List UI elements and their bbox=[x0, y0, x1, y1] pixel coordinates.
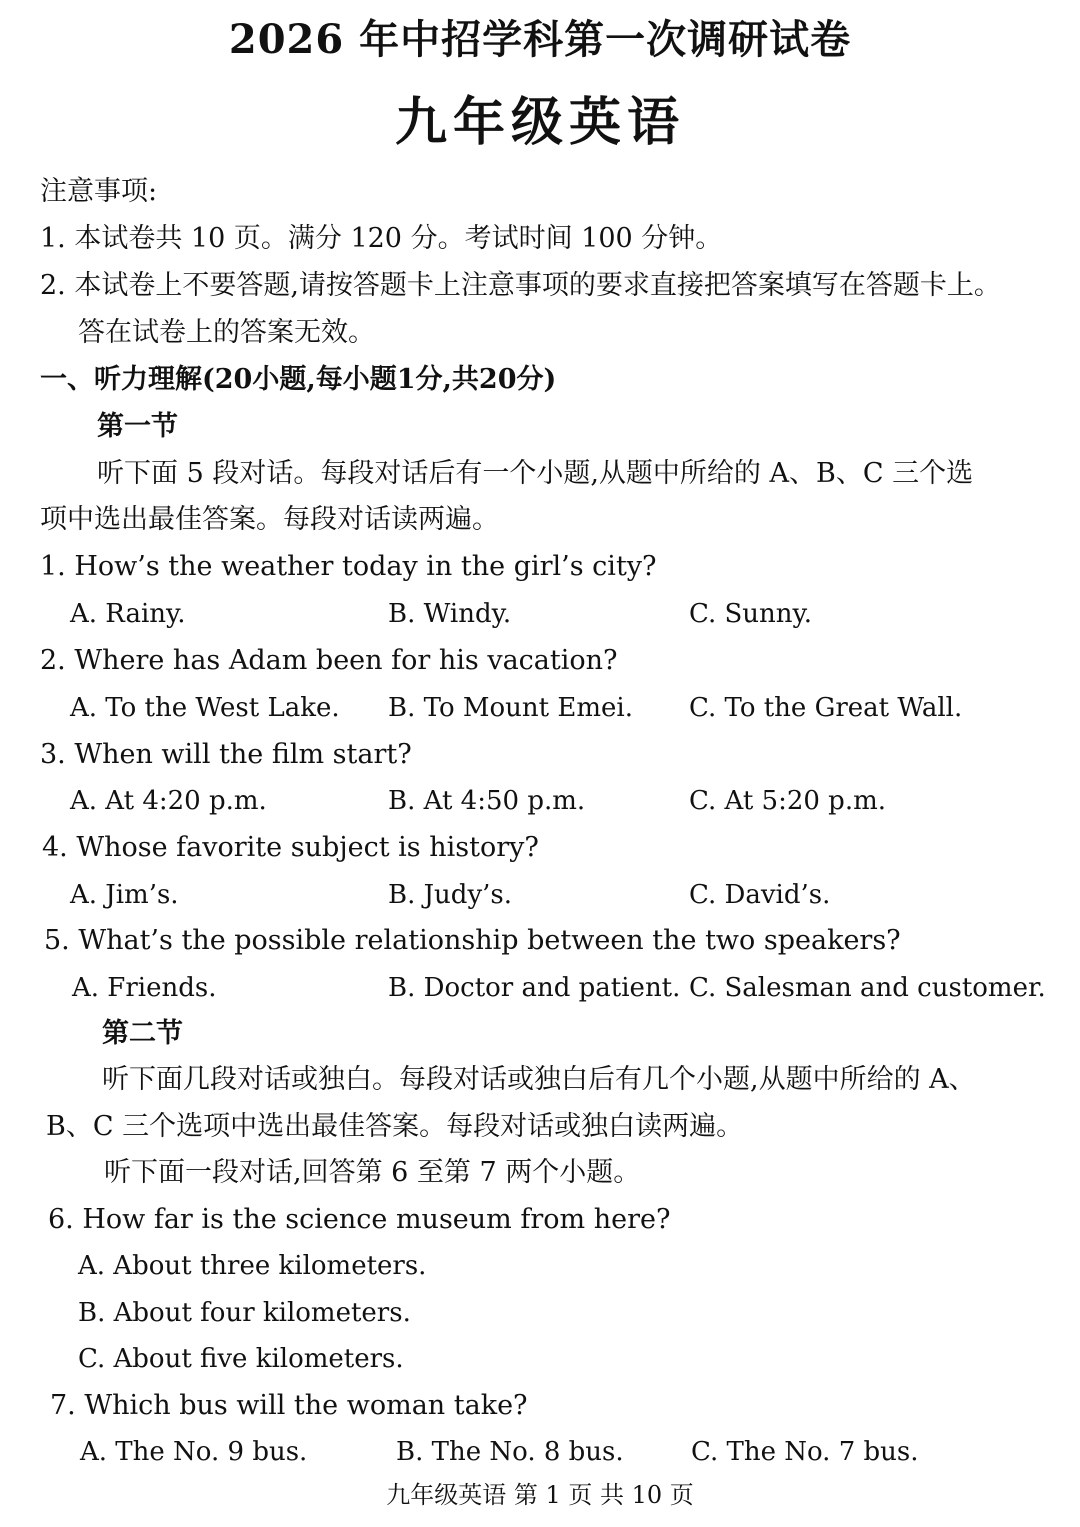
question-5: 5. What’s the possible relationship between the two speakers? bbox=[44, 925, 901, 956]
question-1: 1. How’s the weather today in the girl’s city? bbox=[40, 551, 657, 582]
part1-instructions-cont: 项中选出最佳答案。每段对话读两遍。 bbox=[40, 504, 499, 535]
part1-instructions: 听下面 5 段对话。每段对话后有一个小题,从题中所给的 A、B、C 三个选 bbox=[97, 458, 974, 489]
q6-option-b: B. About four kilometers. bbox=[78, 1298, 411, 1328]
q3-option-c: C. At 5:20 p.m. bbox=[689, 786, 887, 816]
part2-dialogue-intro: 听下面一段对话,回答第 6 至第 7 两个小题。 bbox=[104, 1157, 641, 1188]
q6-option-c: C. About five kilometers. bbox=[78, 1344, 404, 1374]
notice-item-2-cont: 答在试卷上的答案无效。 bbox=[78, 317, 375, 348]
q5-option-a: A. Friends. bbox=[72, 973, 217, 1003]
q1-option-c: C. Sunny. bbox=[689, 599, 813, 629]
notice-heading: 注意事项: bbox=[40, 176, 158, 207]
question-7: 7. Which bus will the woman take? bbox=[50, 1390, 528, 1421]
q2-option-c: C. To the Great Wall. bbox=[689, 693, 963, 723]
q2-option-a: A. To the West Lake. bbox=[70, 693, 340, 723]
question-3: 3. When will the film start? bbox=[40, 739, 412, 770]
q4-option-b: B. Judy’s. bbox=[388, 880, 513, 910]
page-footer: 九年级英语 第 1 页 共 10 页 bbox=[386, 1481, 694, 1509]
part2-instructions-cont: B、C 三个选项中选出最佳答案。每段对话或独白读两遍。 bbox=[46, 1111, 744, 1142]
notice-item-1: 1. 本试卷共 10 页。满分 120 分。考试时间 100 分钟。 bbox=[40, 223, 723, 254]
part2-heading: 第二节 bbox=[102, 1018, 183, 1049]
q4-option-a: A. Jim’s. bbox=[70, 880, 179, 910]
q4-option-c: C. David’s. bbox=[689, 880, 831, 910]
q7-option-a: A. The No. 9 bus. bbox=[80, 1437, 308, 1467]
q5-option-c: C. Salesman and customer. bbox=[689, 973, 1046, 1003]
section-heading: 一、听力理解(20小题,每小题1分,共20分) bbox=[40, 364, 557, 395]
q3-option-a: A. At 4:20 p.m. bbox=[70, 786, 267, 816]
question-4: 4. Whose favorite subject is history? bbox=[42, 832, 539, 863]
q1-option-b: B. Windy. bbox=[388, 599, 512, 629]
q7-option-b: B. The No. 8 bus. bbox=[396, 1437, 624, 1467]
exam-subject: 九年级英语 bbox=[394, 92, 685, 153]
q6-option-a: A. About three kilometers. bbox=[78, 1251, 427, 1281]
notice-item-2: 2. 本试卷上不要答题,请按答题卡上注意事项的要求直接把答案填写在答题卡上。 bbox=[40, 270, 1001, 301]
q5-option-b: B. Doctor and patient. bbox=[388, 973, 681, 1003]
question-2: 2. Where has Adam been for his vacation? bbox=[40, 645, 618, 676]
q1-option-a: A. Rainy. bbox=[70, 599, 186, 629]
part2-instructions: 听下面几段对话或独白。每段对话或独白后有几个小题,从题中所给的 A、 bbox=[102, 1064, 976, 1095]
exam-title: 2026 年中招学科第一次调研试卷 bbox=[228, 16, 852, 63]
q3-option-b: B. At 4:50 p.m. bbox=[388, 786, 586, 816]
q2-option-b: B. To Mount Emei. bbox=[388, 693, 633, 723]
q7-option-c: C. The No. 7 bus. bbox=[691, 1437, 919, 1467]
part1-heading: 第一节 bbox=[97, 411, 178, 442]
question-6: 6. How far is the science museum from here? bbox=[48, 1204, 671, 1235]
